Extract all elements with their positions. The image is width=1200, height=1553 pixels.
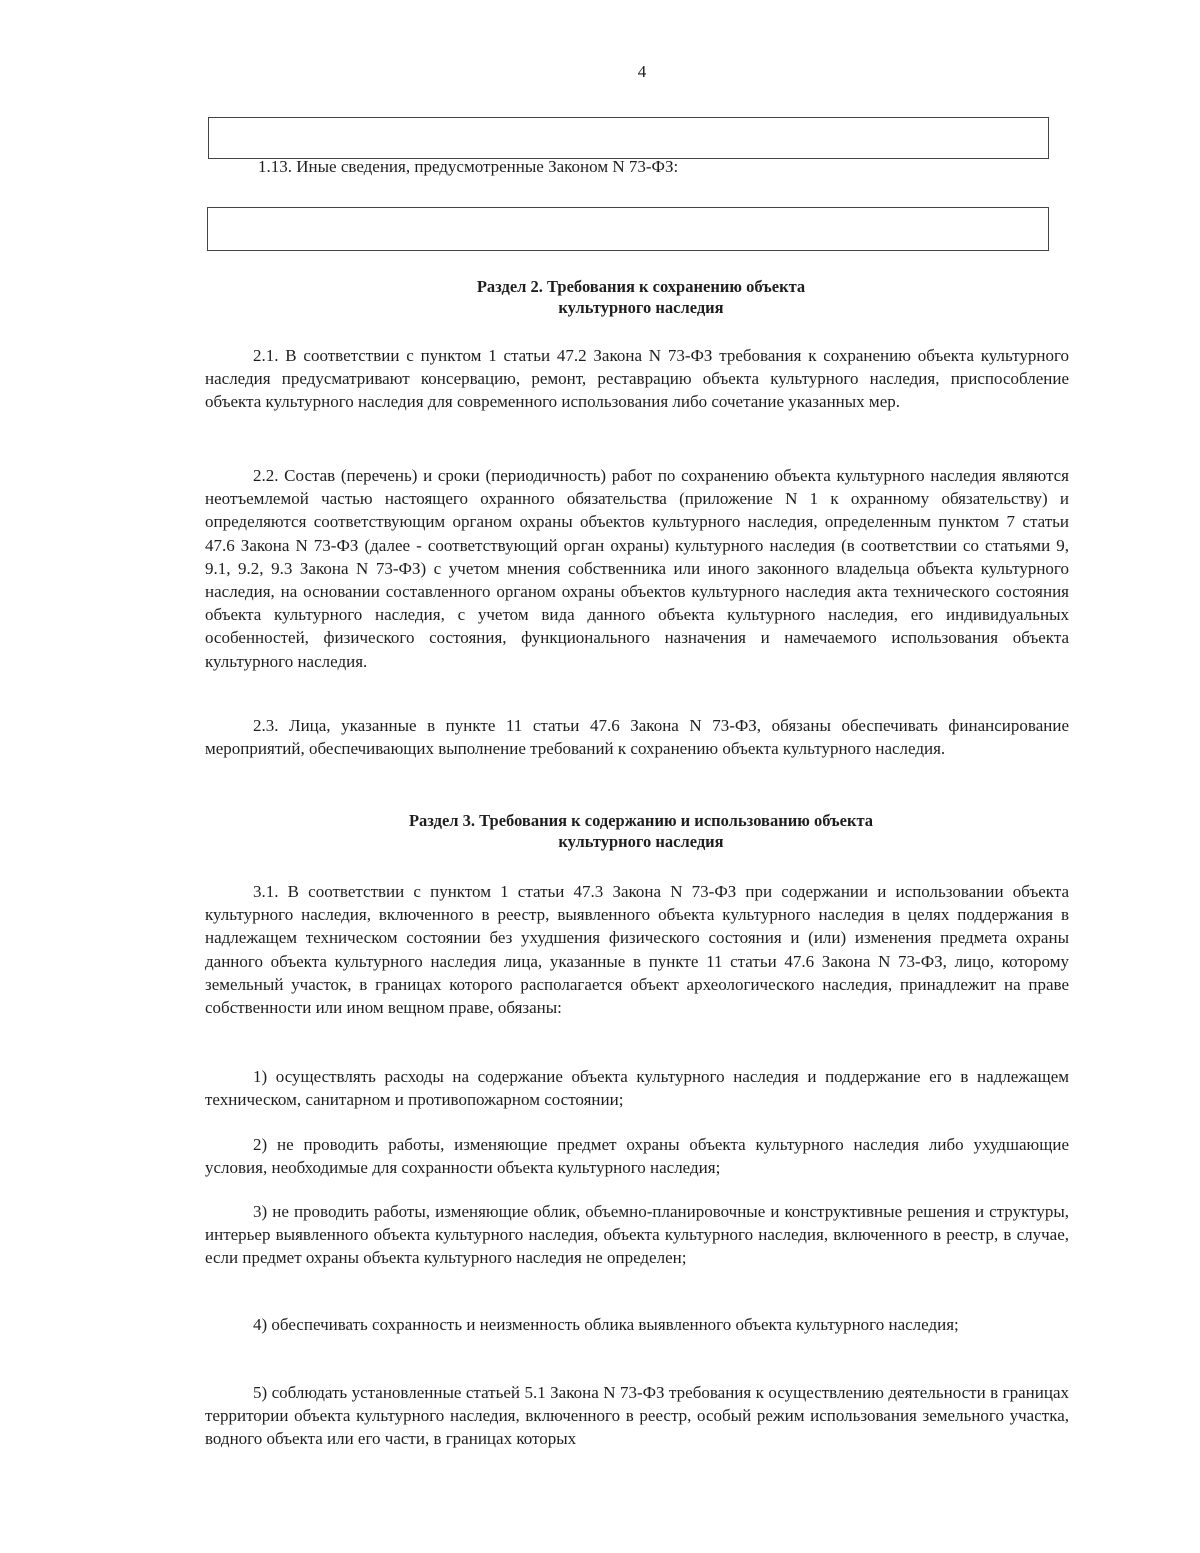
section-2-heading bbox=[0, 276, 1200, 318]
list-item-3-1-3: 3) не проводить работы, изменяющие облик, объемно-планировочные и конструктивные решения и структуры, интерьер выявленного объекта культурного наследия, объекта культурного наследия, включенного в реестр, в случае, если предмет охраны объекта культурного наследия не определен; bbox=[205, 1202, 1069, 1268]
section-3-heading-line-2: культурного наследия bbox=[558, 832, 724, 851]
list-item-3-1-5: 5) соблюдать установленные статьей 5.1 Закона N 73-ФЗ требования к осуществлению деятельности в границах территории объекта культурного наследия, включенного в реестр, особый режим использования земельного участка, водного объекта или его части, в границах которых bbox=[205, 1383, 1069, 1449]
empty-field-box-1-13 bbox=[207, 207, 1049, 251]
paragraph-3-1: 3.1. В соответствии с пунктом 1 статьи 47.3 Закона N 73-ФЗ при содержании и использовании объекта культурного наследия, включенного в реестр, выявленного объекта культурного наследия в целях поддержания в надлежащем техническом состоянии без ухудшения физического состояния и (или) изменения предмета охраны данного объекта культурного наследия лица, указанные в пункте 11 статьи 47.6 Закона N 73-ФЗ, лицо, которому земельный участок, в границах которого располагается объект археологического наследия, принадлежит на праве собственности или ином вещном праве, обязаны: bbox=[205, 882, 1069, 1018]
paragraph-2-3: 2.3. Лица, указанные в пункте 11 статьи 47.6 Закона N 73-ФЗ, обязаны обеспечивать финансирование мероприятий, обеспечивающих выполнение требований к сохранению объекта культурного наследия. bbox=[205, 716, 1069, 759]
section-3-heading-line-1: Раздел 3. Требования к содержанию и использованию объекта bbox=[408, 811, 874, 830]
section-2-heading-line-1: Раздел 2. Требования к сохранению объекта bbox=[476, 277, 806, 296]
item-1-13-label: 1.13. Иные сведения, предусмотренные Законом N 73-ФЗ: bbox=[258, 157, 679, 176]
list-item-3-1-2: 2) не проводить работы, изменяющие предмет охраны объекта культурного наследия либо ухудшающие условия, необходимые для сохранности объекта культурного наследия; bbox=[205, 1135, 1069, 1178]
empty-field-box-1-12 bbox=[208, 117, 1049, 159]
list-item-3-1-1: 1) осуществлять расходы на содержание объекта культурного наследия и поддержание его в надлежащем техническом, санитарном и противопожарном состоянии; bbox=[205, 1067, 1069, 1110]
page-number: 4 bbox=[637, 62, 647, 81]
list-item-3-1-4: 4) обеспечивать сохранность и неизменность облика выявленного объекта культурного наследия; bbox=[253, 1315, 959, 1334]
section-2-heading-line-2: культурного наследия bbox=[558, 298, 724, 317]
paragraph-2-1: 2.1. В соответствии с пунктом 1 статьи 47.2 Закона N 73-ФЗ требования к сохранению объекта культурного наследия предусматривают консервацию, ремонт, реставрацию объекта культурного наследия, приспособление объекта культурного наследия для современного использования либо сочетание указанных мер. bbox=[205, 346, 1069, 412]
paragraph-2-2: 2.2. Состав (перечень) и сроки (периодичность) работ по сохранению объекта культурного наследия являются неотъемлемой частью настоящего охранного обязательства (приложение N 1 к охранному обязательству) и определяются соответствующим органом охраны объектов культурного наследия, определенным пунктом 7 статьи 47.6 Закона N 73-ФЗ (далее - соответствующий орган охраны) культурного наследия (в соответствии со статьями 9, 9.1, 9.2, 9.3 Закона N 73-ФЗ) с учетом мнения собственника или иного законного владельца объекта культурного наследия, на основании составленного органом охраны объектов культурного наследия акта технического состояния объекта культурного наследия, с учетом вида данного объекта культурного наследия, его индивидуальных особенностей, физического состояния, функционального назначения и намечаемого использования объекта культурного наследия. bbox=[205, 466, 1069, 671]
section-3-heading bbox=[0, 810, 1200, 852]
